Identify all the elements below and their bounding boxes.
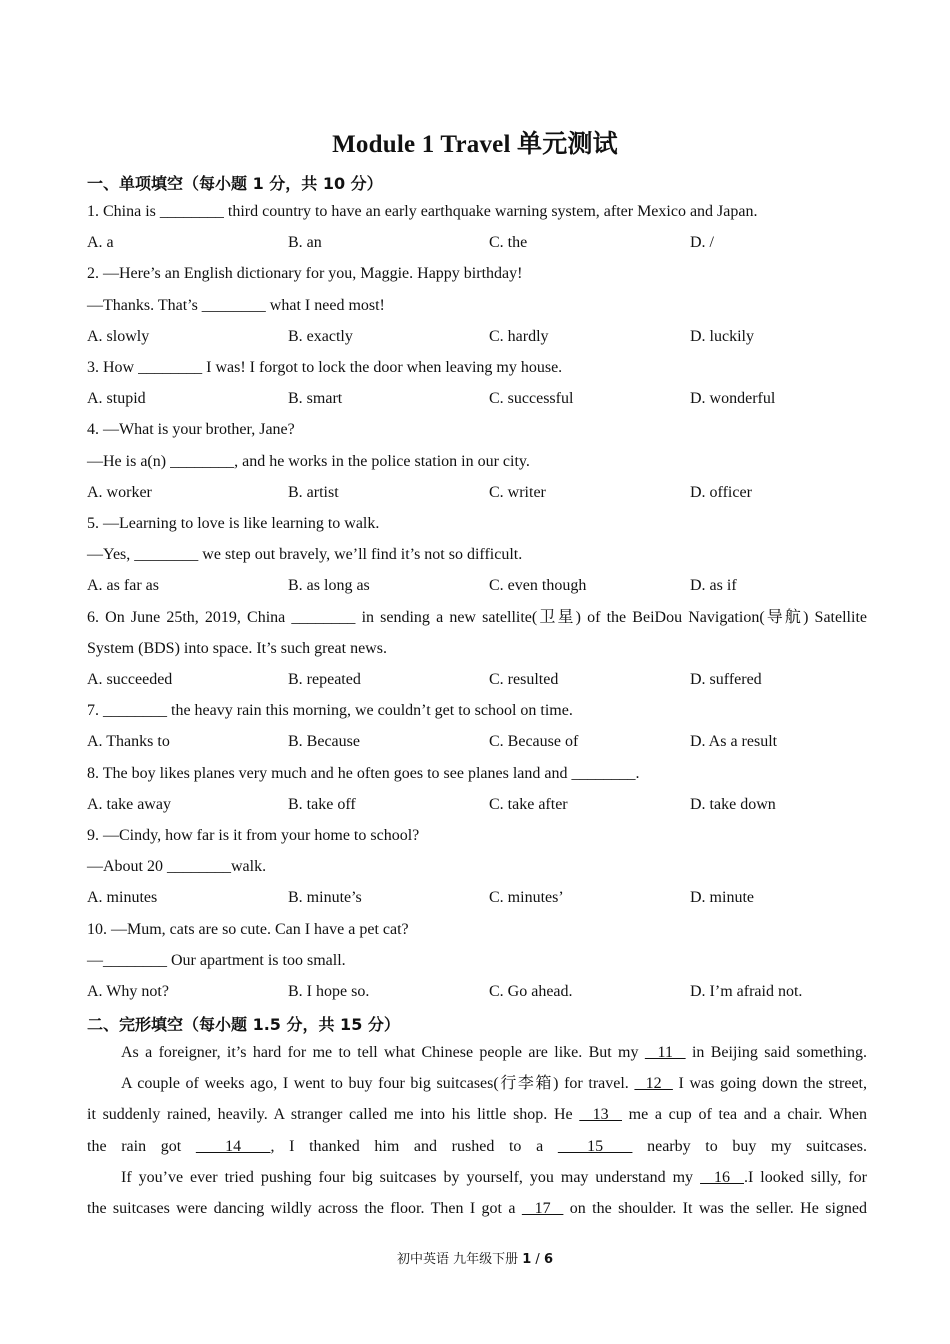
option-b[interactable]: B. artist bbox=[288, 484, 339, 501]
option-d[interactable]: D. take down bbox=[690, 796, 776, 813]
cloze-blank[interactable]: 14 bbox=[195, 1138, 271, 1155]
cloze-blank[interactable]: 16 bbox=[700, 1169, 744, 1186]
passage-text: in Beijing said something. bbox=[685, 1044, 867, 1061]
cloze-blank[interactable]: 11 bbox=[644, 1044, 686, 1061]
option-b[interactable]: B. as long as bbox=[288, 577, 370, 594]
option-c[interactable]: C. hardly bbox=[489, 328, 549, 345]
passage-text: I was going down the street, bbox=[672, 1075, 867, 1092]
passage-text: the suitcases were dancing wildly across the floor. Then I got a bbox=[87, 1200, 522, 1217]
passage-text: me a cup of tea and a chair. When bbox=[622, 1106, 868, 1123]
passage-line bbox=[87, 1199, 867, 1219]
option-c[interactable]: C. even though bbox=[489, 577, 587, 594]
option-c[interactable]: C. resulted bbox=[489, 671, 559, 688]
option-a[interactable]: A. minutes bbox=[87, 889, 158, 906]
page-title: Module 1 Travel 单元测试 bbox=[332, 131, 618, 158]
question-text: 1. China is ________ third country to have an early earthquake warning system, after Mexico and Japan. bbox=[87, 203, 758, 220]
option-a[interactable]: A. succeeded bbox=[87, 671, 173, 688]
option-b[interactable]: B. take off bbox=[288, 796, 356, 813]
passage-text: .I looked silly, for bbox=[743, 1169, 867, 1186]
passage-line bbox=[121, 1074, 867, 1094]
passage-line bbox=[87, 1137, 867, 1157]
passage-text: As a foreigner, it’s hard for me to tell what Chinese people are like. But my bbox=[121, 1044, 645, 1061]
option-c[interactable]: C. Go ahead. bbox=[489, 983, 573, 1000]
option-d[interactable]: D. As a result bbox=[690, 733, 778, 750]
question-text: 8. The boy likes planes very much and he often goes to see planes land and ________. bbox=[87, 765, 640, 782]
option-d[interactable]: D. minute bbox=[690, 889, 754, 906]
question-text: 10. —Mum, cats are so cute. Can I have a pet cat? bbox=[87, 921, 409, 938]
option-b[interactable]: B. minute’s bbox=[288, 889, 362, 906]
question-text: System (BDS) into space. It’s such great news. bbox=[87, 640, 387, 657]
option-d[interactable]: D. officer bbox=[690, 484, 752, 501]
option-c[interactable]: C. the bbox=[489, 234, 528, 251]
option-b[interactable]: B. exactly bbox=[288, 328, 353, 345]
option-d[interactable]: D. suffered bbox=[690, 671, 762, 688]
passage-line bbox=[121, 1043, 867, 1063]
option-d[interactable]: D. I’m afraid not. bbox=[690, 983, 803, 1000]
page-separator: / bbox=[531, 1252, 544, 1267]
page-total: 6 bbox=[543, 1252, 553, 1267]
question-text: 9. —Cindy, how far is it from your home to school? bbox=[87, 827, 420, 844]
option-c[interactable]: C. writer bbox=[489, 484, 546, 501]
passage-text: on the shoulder. It was the seller. He signed bbox=[563, 1200, 867, 1217]
page-footer bbox=[0, 1248, 950, 1267]
question-text: 2. —Here’s an English dictionary for you, Maggie. Happy birthday! bbox=[87, 265, 523, 282]
passage-line bbox=[121, 1168, 867, 1188]
option-b[interactable]: B. Because bbox=[288, 733, 360, 750]
option-a[interactable]: A. stupid bbox=[87, 390, 146, 407]
passage-text: If you’ve ever tried pushing four big suitcases by yourself, you may understand my bbox=[121, 1169, 701, 1186]
option-c[interactable]: C. successful bbox=[489, 390, 574, 407]
cloze-blank[interactable]: 13 bbox=[579, 1106, 622, 1123]
option-b[interactable]: B. I hope so. bbox=[288, 983, 370, 1000]
passage-line bbox=[87, 1105, 867, 1125]
option-d[interactable]: D. luckily bbox=[690, 328, 754, 345]
option-a[interactable]: A. Thanks to bbox=[87, 733, 170, 750]
option-a[interactable]: A. a bbox=[87, 234, 114, 251]
option-a[interactable]: A. slowly bbox=[87, 328, 150, 345]
question-text: 7. ________ the heavy rain this morning, we couldn’t get to school on time. bbox=[87, 702, 573, 719]
question-text: 6. On June 25th, 2019, China ________ in sending a new satellite(卫星) of the BeiDou Navigation(导航) Satellite bbox=[87, 609, 867, 626]
cloze-blank[interactable]: 17 bbox=[521, 1200, 564, 1217]
option-c[interactable]: C. minutes’ bbox=[489, 889, 564, 906]
question-text: —About 20 ________walk. bbox=[87, 858, 267, 875]
option-c[interactable]: C. Because of bbox=[489, 733, 579, 750]
option-b[interactable]: B. smart bbox=[288, 390, 343, 407]
passage-text: A couple of weeks ago, I went to buy four big suitcases(行李箱) for travel. bbox=[121, 1075, 635, 1092]
question-text: —Thanks. That’s ________ what I need most! bbox=[87, 297, 385, 314]
option-a[interactable]: A. as far as bbox=[87, 577, 159, 594]
option-a[interactable]: A. worker bbox=[87, 484, 152, 501]
section-heading: 一、单项填空（每小题 1 分，共 10 分） bbox=[87, 174, 383, 193]
option-d[interactable]: D. as if bbox=[690, 577, 737, 594]
option-a[interactable]: A. take away bbox=[87, 796, 171, 813]
question-text: —________ Our apartment is too small. bbox=[87, 952, 346, 969]
cloze-blank[interactable]: 15 bbox=[557, 1138, 633, 1155]
section-heading: 二、完形填空（每小题 1.5 分，共 15 分） bbox=[87, 1015, 400, 1034]
question-text: —He is a(n) ________, and he works in the police station in our city. bbox=[87, 453, 530, 470]
question-text: 5. —Learning to love is like learning to walk. bbox=[87, 515, 380, 532]
footer-label: 初中英语 九年级下册 bbox=[396, 1252, 523, 1267]
passage-text: , I thanked him and rushed to a bbox=[270, 1138, 558, 1155]
passage-text: nearby to buy my suitcases. bbox=[632, 1138, 867, 1155]
option-a[interactable]: A. Why not? bbox=[87, 983, 169, 1000]
option-b[interactable]: B. repeated bbox=[288, 671, 361, 688]
question-text: —Yes, ________ we step out bravely, we’ll find it’s not so difficult. bbox=[87, 546, 523, 563]
page-number: 1 bbox=[522, 1252, 532, 1267]
option-d[interactable]: D. / bbox=[690, 234, 714, 251]
passage-text: the rain got bbox=[87, 1138, 196, 1155]
question-text: 3. How ________ I was! I forgot to lock the door when leaving my house. bbox=[87, 359, 563, 376]
passage-text: it suddenly rained, heavily. A stranger called me into his little shop. He bbox=[87, 1106, 580, 1123]
cloze-blank[interactable]: 12 bbox=[634, 1075, 673, 1092]
question-text: 4. —What is your brother, Jane? bbox=[87, 421, 295, 438]
option-d[interactable]: D. wonderful bbox=[690, 390, 776, 407]
option-c[interactable]: C. take after bbox=[489, 796, 568, 813]
option-b[interactable]: B. an bbox=[288, 234, 322, 251]
